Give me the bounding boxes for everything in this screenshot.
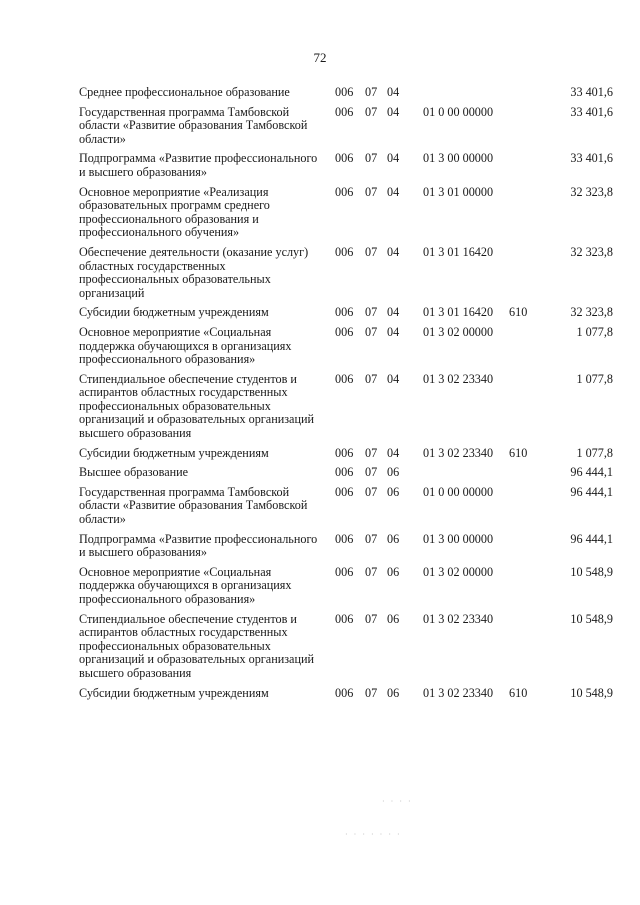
row-name: Государственная программа Тамбовской области «Развитие образования Тамбовской области»	[79, 484, 308, 527]
table-row	[79, 186, 613, 240]
row-name: Субсидии бюджетным учреждениям	[79, 445, 269, 460]
row-section-code: 07	[365, 371, 378, 386]
row-section-code: 07	[365, 324, 378, 339]
row-grbs-code: 006	[335, 371, 354, 386]
row-name: Субсидии бюджетным учреждениям	[79, 685, 269, 700]
row-name: Субсидии бюджетным учреждениям	[79, 305, 269, 320]
row-target-article-code: 01 3 01 00000	[423, 184, 494, 199]
row-name: Основное мероприятие «Социальная поддержка обучающихся в организациях профессионального образования»	[79, 564, 292, 606]
row-grbs-code: 006	[335, 564, 354, 579]
table-row	[79, 86, 613, 100]
faint-mark: · · · · · · ·	[345, 830, 402, 839]
row-section-code: 07	[365, 151, 378, 166]
table-row	[79, 687, 613, 701]
row-grbs-code: 006	[335, 611, 354, 626]
row-subsection-code: 04	[387, 184, 400, 199]
row-grbs-code: 006	[335, 484, 354, 499]
row-amount: 33 401,6	[570, 104, 613, 119]
table-row	[79, 306, 613, 320]
row-name: Подпрограмма «Развитие профессионального и высшего образования»	[79, 531, 318, 560]
row-section-code: 07	[365, 611, 378, 626]
row-name: Обеспечение деятельности (оказание услуг) областных государственных профессиональных образовательных организаций	[79, 244, 309, 300]
row-section-code: 07	[365, 305, 378, 320]
row-grbs-code: 006	[335, 445, 354, 460]
row-amount: 10 548,9	[570, 685, 613, 700]
row-target-article-code: 01 3 00 00000	[423, 531, 494, 546]
table-row	[79, 533, 613, 560]
table-row	[79, 566, 613, 607]
table-row	[79, 106, 613, 147]
row-amount: 1 077,8	[576, 324, 613, 339]
row-subsection-code: 04	[387, 324, 400, 339]
row-name: Подпрограмма «Развитие профессионального и высшего образования»	[79, 151, 318, 179]
row-section-code: 07	[365, 85, 378, 99]
row-expense-type-code: 610	[509, 685, 528, 700]
row-subsection-code: 06	[387, 465, 400, 480]
row-subsection-code: 04	[387, 305, 400, 320]
table-row	[79, 326, 613, 367]
table-row	[79, 466, 613, 480]
row-grbs-code: 006	[335, 244, 354, 259]
row-name: Высшее образование	[79, 465, 189, 480]
row-subsection-code: 04	[387, 445, 400, 460]
row-target-article-code: 01 3 02 00000	[423, 564, 494, 579]
row-grbs-code: 006	[335, 305, 354, 320]
row-amount: 96 444,1	[570, 531, 613, 546]
row-subsection-code: 04	[387, 104, 400, 119]
row-subsection-code: 06	[387, 685, 400, 700]
row-grbs-code: 006	[335, 324, 354, 339]
row-section-code: 07	[365, 184, 378, 199]
row-section-code: 07	[365, 685, 378, 700]
row-expense-type-code: 610	[509, 305, 528, 320]
row-target-article-code: 01 0 00 00000	[423, 104, 494, 119]
page-number: 72	[313, 50, 327, 65]
row-subsection-code: 06	[387, 611, 400, 626]
row-amount: 32 323,8	[570, 244, 613, 259]
row-section-code: 07	[365, 104, 378, 119]
table-row	[79, 246, 613, 300]
row-section-code: 07	[365, 531, 378, 546]
row-target-article-code: 01 3 01 16420	[423, 244, 494, 259]
row-amount: 1 077,8	[576, 445, 613, 460]
row-target-article-code: 01 3 02 23340	[423, 611, 494, 626]
row-grbs-code: 006	[335, 465, 354, 480]
row-subsection-code: 06	[387, 484, 400, 499]
row-subsection-code: 06	[387, 564, 400, 579]
row-name: Государственная программа Тамбовской области «Развитие образования Тамбовской области»	[79, 104, 308, 146]
row-target-article-code: 01 3 02 00000	[423, 324, 494, 339]
row-subsection-code: 04	[387, 371, 400, 386]
row-name: Стипендиальное обеспечение студентов и аспирантов областных государственных профессиональных образовательных организаций и образовательных организаций высшего образования	[79, 371, 315, 441]
table-row	[79, 486, 613, 527]
row-section-code: 07	[365, 484, 378, 499]
row-amount: 10 548,9	[570, 611, 613, 626]
row-section-code: 07	[365, 564, 378, 579]
row-target-article-code: 01 3 02 23340	[423, 685, 494, 700]
table-row	[79, 447, 613, 461]
row-subsection-code: 04	[387, 151, 400, 166]
row-amount: 96 444,1	[570, 465, 613, 480]
row-name: Стипендиальное обеспечение студентов и аспирантов областных государственных профессиональных образовательных организаций и образовательных организаций высшего образования	[79, 611, 315, 680]
row-target-article-code: 01 0 00 00000	[423, 484, 494, 499]
row-amount: 1 077,8	[576, 371, 613, 386]
row-amount: 32 323,8	[570, 184, 613, 199]
row-grbs-code: 006	[335, 85, 354, 99]
row-grbs-code: 006	[335, 184, 354, 199]
row-name: Основное мероприятие «Социальная поддержка обучающихся в организациях профессионального образования»	[79, 324, 292, 367]
row-subsection-code: 04	[387, 85, 400, 99]
row-subsection-code: 04	[387, 244, 400, 259]
faint-mark: · · · ·	[382, 797, 413, 806]
row-expense-type-code: 610	[509, 445, 528, 460]
row-name: Среднее профессиональное образование	[79, 85, 290, 99]
row-grbs-code: 006	[335, 531, 354, 546]
budget-table	[79, 86, 613, 706]
table-row	[79, 613, 613, 681]
table-row	[79, 152, 613, 179]
row-name: Основное мероприятие «Реализация образовательных программ среднего профессионального образования и профессионального обучения»	[79, 184, 270, 240]
row-grbs-code: 006	[335, 685, 354, 700]
row-amount: 32 323,8	[570, 305, 613, 320]
row-section-code: 07	[365, 244, 378, 259]
table-row	[79, 373, 613, 441]
row-target-article-code: 01 3 02 23340	[423, 371, 494, 386]
row-section-code: 07	[365, 465, 378, 480]
row-amount: 33 401,6	[570, 151, 613, 166]
row-amount: 33 401,6	[570, 85, 613, 99]
row-target-article-code: 01 3 02 23340	[423, 445, 494, 460]
row-amount: 96 444,1	[570, 484, 613, 499]
row-amount: 10 548,9	[570, 564, 613, 579]
row-target-article-code: 01 3 01 16420	[423, 305, 494, 320]
row-target-article-code: 01 3 00 00000	[423, 151, 494, 166]
row-section-code: 07	[365, 445, 378, 460]
row-grbs-code: 006	[335, 104, 354, 119]
row-grbs-code: 006	[335, 151, 354, 166]
row-subsection-code: 06	[387, 531, 400, 546]
